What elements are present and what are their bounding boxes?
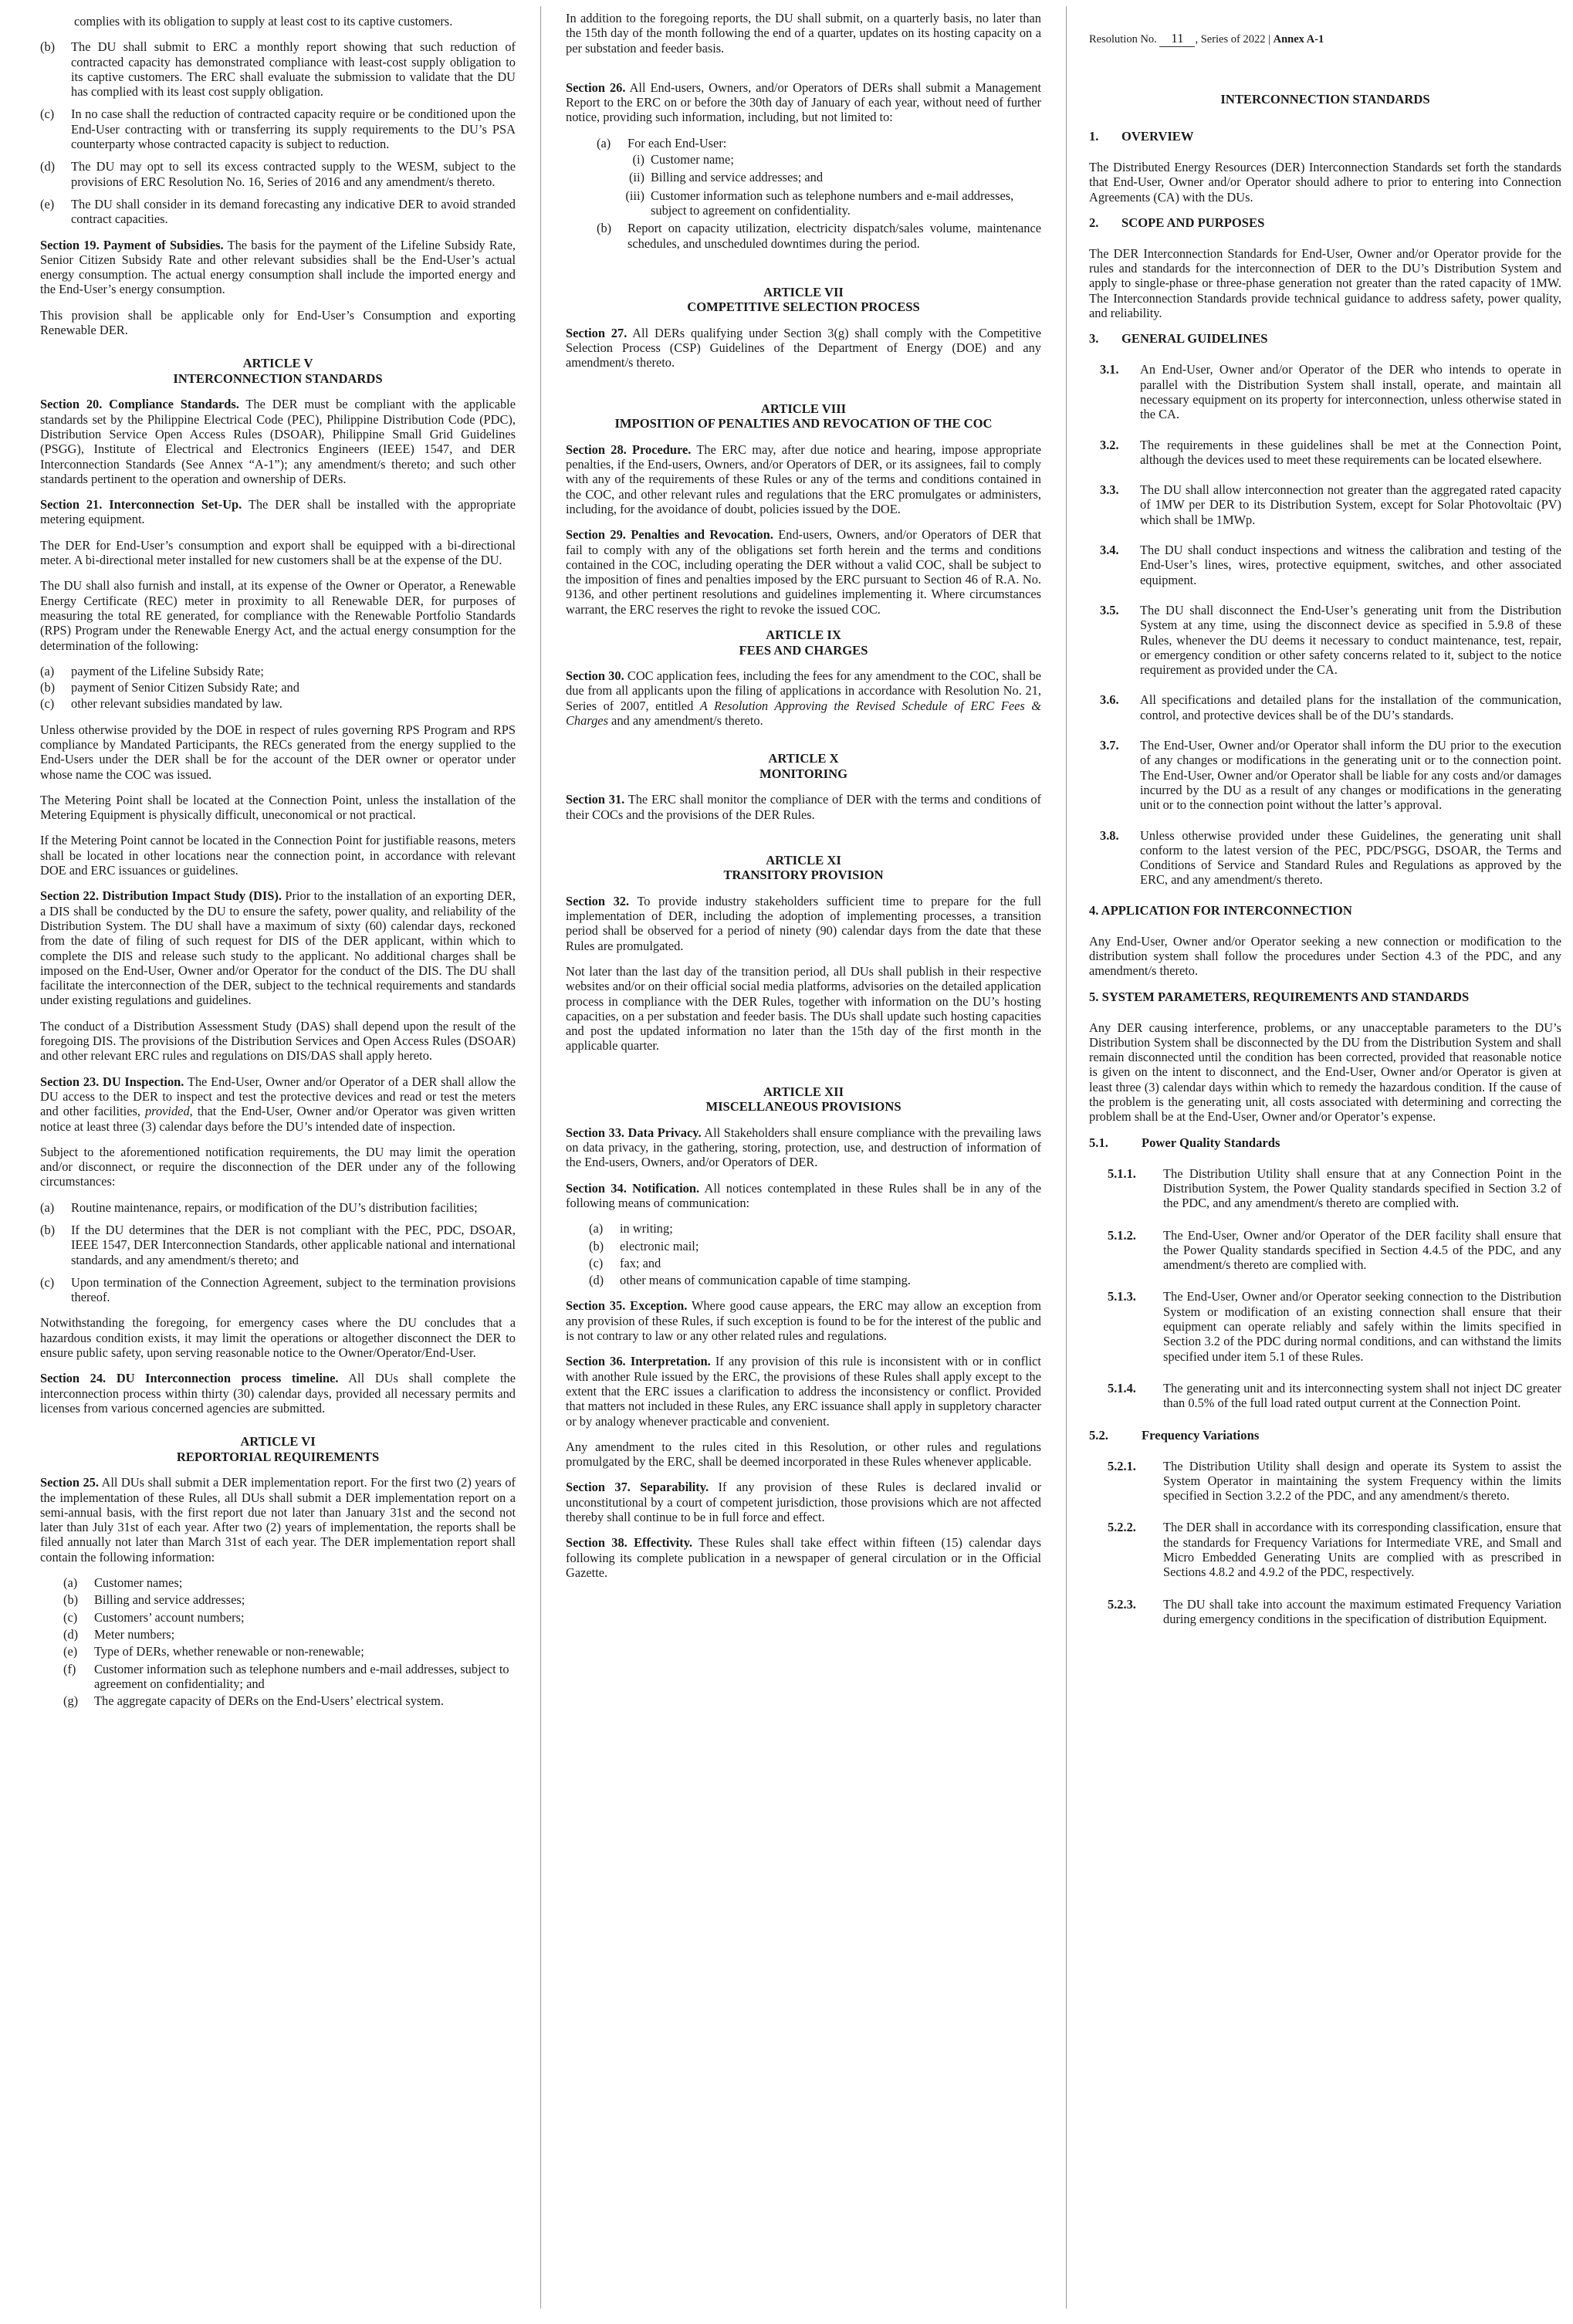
list-item-text: The generating unit and its interconnecting system shall not inject DC greater than 0.5% of the full load rated output current at the Connection Point. xyxy=(1163,1380,1561,1411)
section-19-body: The basis for the payment of the Lifeline Subsidy Rate, Senior Citizen Subsidy Rate and other relevant subsidies shall be the End-User’s actual energy consumption. The actual energy consumption shall include the imported energy and the End-User’s energy consumption. xyxy=(40,237,516,297)
heading-text: Power Quality Standards xyxy=(1142,1135,1280,1150)
list-item xyxy=(63,1693,516,1708)
section-23-body-italic: provided, xyxy=(144,1104,193,1119)
section-24-title: Section 24. DU Interconnection process timeline. xyxy=(40,1371,339,1386)
list-item xyxy=(1089,482,1561,527)
list-item xyxy=(1089,1381,1561,1411)
annex-label: Annex A-1 xyxy=(1273,33,1324,46)
list-item-label: (a) xyxy=(589,1221,604,1236)
section-21 xyxy=(40,497,516,527)
list-item xyxy=(1089,1459,1561,1504)
list-item xyxy=(40,197,516,227)
list-item xyxy=(1089,603,1561,677)
article-7-title: COMPETITIVE SELECTION PROCESS xyxy=(687,299,920,315)
column-middle xyxy=(566,11,1041,2324)
list-item-text: The DU shall take into account the maximum estimated Frequency Variation during emergency conditions in the specification of distribution Equipment. xyxy=(1163,1596,1561,1626)
list-item-text: Customer names; xyxy=(94,1575,183,1591)
list-item-text: The DU shall submit to ERC a monthly report showing that such reduction of contracted capacity has demonstrated compliance with least-cost supply obligation to its captive customers. The ERC shall evaluate the submission to validate that the DU has complied with its least cost supply obligation. xyxy=(71,39,516,100)
list-item-text: The End-User, Owner and/or Operator of the DER facility shall ensure that the Power Quality standards specified in Section 4.4.5 of the PDC, and any amendment/s thereto are complied with. xyxy=(1163,1227,1561,1273)
list-item-text: The Distribution Utility shall design and operate its System to assist the System Operator in maintaining the system Frequency within the limits specified in Section 3.2.2 of the PDC, and any amendment/s thereto. xyxy=(1163,1458,1561,1504)
list-item-text: The DU shall consider in its demand forecasting any indicative DER to avoid stranded contract capacities. xyxy=(71,196,516,227)
section-19-paragraph-2: This provision shall be applicable only for End-User’s Consumption and exporting Renewable DER. xyxy=(40,307,516,338)
article-10-title: MONITORING xyxy=(759,766,848,781)
list-item xyxy=(63,1627,516,1642)
list-item-label: (e) xyxy=(63,1644,78,1659)
list-item-label: 3.1. xyxy=(1100,362,1119,377)
heading-text: 5. SYSTEM PARAMETERS, REQUIREMENTS AND STANDARDS xyxy=(1089,989,1470,1004)
list-item xyxy=(1089,1289,1561,1363)
article-8-heading xyxy=(566,401,1041,431)
list-item-text: For each End-User: xyxy=(628,135,727,151)
list-item-label: 5.2.3. xyxy=(1108,1596,1136,1612)
list-item-label: (d) xyxy=(63,1626,79,1642)
list-item-label: (c) xyxy=(589,1255,604,1270)
list-item-label: 3.2. xyxy=(1100,437,1119,452)
section-35 xyxy=(566,1298,1041,1343)
section-36-title: Section 36. Interpretation. xyxy=(566,1354,711,1369)
list-item xyxy=(40,107,516,151)
section-26-title: Section 26. xyxy=(566,79,626,95)
article-6-number: ARTICLE VI xyxy=(240,1434,316,1450)
section-32 xyxy=(566,894,1041,953)
list-item xyxy=(597,221,1041,251)
list-item xyxy=(40,159,516,189)
list-item xyxy=(1089,1597,1561,1627)
list-item xyxy=(63,1644,516,1659)
quarterly-report-paragraph: In addition to the foregoing reports, the DU shall submit, on a quarterly basis, no later than the 15th day of the month following the end of a quarter, updates on its hosting capacity on a per substation and feeder basis. xyxy=(566,11,1041,56)
disconnection-circumstances-list xyxy=(40,1200,516,1305)
list-item-label: (b) xyxy=(40,39,56,55)
list-item-label: (c) xyxy=(40,1274,55,1290)
section-22 xyxy=(40,888,516,1007)
list-item xyxy=(1089,1228,1561,1273)
list-item-label: 5.1.1. xyxy=(1108,1165,1136,1181)
list-item-label: (b) xyxy=(63,1592,79,1608)
article-6-title: REPORTORIAL REQUIREMENTS xyxy=(176,1449,380,1464)
list-item-label: (d) xyxy=(40,159,56,174)
list-item-label: 3.8. xyxy=(1100,827,1119,843)
list-item-text: payment of Senior Citizen Subsidy Rate; and xyxy=(71,680,299,695)
list-item xyxy=(40,680,516,695)
article-9-title: FEES AND CHARGES xyxy=(739,642,868,658)
list-item xyxy=(1089,543,1561,587)
list-item xyxy=(63,1575,516,1590)
section-23-body-b: that the End-User, Owner and/or Operator was given written notice at least three (3) calendar days before the DU’s intended date of inspection. xyxy=(40,1104,516,1134)
section-32-paragraph-2: Not later than the last day of the transition period, all DUs shall publish in their respective websites and/or on their official social media platforms, advisories on the detailed application process in compliance with the DER Rules, together with information on the DU’s hosting capacities, on a per substation and feeder basis. The DUs shall update such hosting capacities and post the updated information no later than the 15th day of the first month in the applicable quarter. xyxy=(566,963,1041,1054)
general-guidelines-list xyxy=(1089,362,1561,887)
article-11-title: TRANSITORY PROVISION xyxy=(723,868,884,883)
list-item-label: (i) xyxy=(632,152,644,167)
subsidy-list xyxy=(40,664,516,712)
section-19-title: Section 19. Payment of Subsidies. xyxy=(40,237,224,252)
section-21-paragraph-6: If the Metering Point cannot be located in the Connection Point for justifiable reasons, meters shall be located in other locations near the connection point, in accordance with relevant DOE and ERC issuances or guidelines. xyxy=(40,833,516,878)
list-item xyxy=(1089,438,1561,468)
list-item xyxy=(618,188,1041,218)
list-item-text: All specifications and detailed plans for the installation of the communication, control, and protective devices shall be of the DU’s standards. xyxy=(1140,692,1561,722)
list-item-label: (b) xyxy=(40,1223,56,1237)
section-37-title: Section 37. Separability. xyxy=(566,1480,709,1495)
heading-number: 5.2. xyxy=(1089,1427,1108,1443)
list-item-text: Type of DERs, whether renewable or non-renewable; xyxy=(94,1644,364,1659)
section-37-body: If any provision of these Rules is declared invalid or unconstitutional by a court of competent jurisdiction, those provisions which are not affected thereby shall continue to be in full force and effect. xyxy=(566,1480,1042,1524)
list-item-label: (a) xyxy=(63,1575,78,1591)
list-item-label: (g) xyxy=(63,1693,79,1709)
section-38 xyxy=(566,1535,1041,1580)
heading-text: OVERVIEW xyxy=(1121,129,1194,144)
continued-paragraph: complies with its obligation to supply at least cost to its captive customers. xyxy=(74,14,453,29)
section-35-title: Section 35. Exception. xyxy=(566,1298,688,1314)
list-item-text: Customer name; xyxy=(651,152,734,167)
heading-scope xyxy=(1089,215,1561,231)
list-item xyxy=(40,1223,516,1267)
list-item xyxy=(1089,362,1561,421)
article-6-heading xyxy=(40,1434,516,1464)
section-21-paragraph-2: The DER for End-User’s consumption and export shall be equipped with a bi-directional meter. A bi-directional meter installed for new customers shall be at the expense of the DU. xyxy=(40,537,516,568)
section-33-title: Section 33. Data Privacy. xyxy=(566,1125,702,1140)
list-item-label: (c) xyxy=(63,1609,78,1625)
section-30 xyxy=(566,668,1041,728)
article-12-number: ARTICLE XII xyxy=(763,1084,844,1099)
list-item-label: 5.1.4. xyxy=(1108,1380,1136,1395)
list-item-text: Customer information such as telephone numbers and e-mail addresses, subject to agreement on confidentiality. xyxy=(651,188,1014,218)
section-34-title: Section 34. Notification. xyxy=(566,1180,700,1196)
list-item-label: 3.6. xyxy=(1100,692,1119,708)
list-item-label: (ii) xyxy=(628,170,644,185)
page-title: INTERCONNECTION STANDARDS xyxy=(1220,92,1430,107)
list-item-text: The DU shall conduct inspections and witness the calibration and testing of the End-User’s lines, wires, protective equipment, switches, and other associated equipment. xyxy=(1140,543,1561,587)
series-label: , Series of 2022 | xyxy=(1195,33,1274,46)
section-22-paragraph-2: The conduct of a Distribution Assessment Study (DAS) shall depend upon the result of the foregoing DIS. The provisions of the Distribution Services and Open Access Rules (DSOAR) and other relevant ERC rules and regulations on DIS/DAS shall apply hereto. xyxy=(40,1018,516,1064)
section-31 xyxy=(566,792,1041,822)
resolution-label: Resolution No. xyxy=(1089,33,1157,46)
section-21-paragraph-4: Unless otherwise provided by the DOE in respect of rules governing RPS Program and RPS compliance by Mandated Participants, the RECs generated from the energy supplied to the End-Users under the DER shall be for the account of the DER owner or operator under whose name the COC was issued. xyxy=(40,722,516,782)
power-quality-list xyxy=(1089,1166,1561,1411)
section-23-title: Section 23. DU Inspection. xyxy=(40,1074,184,1089)
list-item-text: The requirements in these guidelines shall be met at the Connection Point, although the devices used to meet these requirements can be located elsewhere. xyxy=(1140,437,1561,467)
list-item-text: Billing and service addresses; and xyxy=(651,170,824,185)
heading-frequency-variations xyxy=(1089,1428,1561,1443)
section-36 xyxy=(566,1354,1041,1428)
list-item-label: 3.4. xyxy=(1100,543,1119,558)
list-item-text: The DU shall allow interconnection not greater than the aggregated rated capacity of 1MW per DER to its Distribution System, except for Solar Photovoltaic (PV) which shall be 1MWp. xyxy=(1140,482,1561,527)
article-7-number: ARTICLE VII xyxy=(763,284,844,299)
article-5-heading xyxy=(40,356,516,386)
article-7-heading xyxy=(566,285,1041,315)
section-29-title: Section 29. Penalties and Revocation. xyxy=(566,527,773,543)
list-item-text: The End-User, Owner and/or Operator seeking connection to the Distribution System or modification of an existing connection shall ensure that their equipment can operate reliably and safely within the limits specified in Section 3.2 of the PDC during normal conditions, and can withstand the limits specified under item 5.1 of these Rules. xyxy=(1163,1289,1561,1364)
column-left xyxy=(40,14,516,2324)
section-32-title: Section 32. xyxy=(566,893,630,908)
list-item-text: other relevant subsidies mandated by law. xyxy=(71,696,282,712)
section-31-title: Section 31. xyxy=(566,792,625,807)
section-29-body: End-users, Owners, and/or Operators of DER that fail to comply with any of the obligations set forth herein and the terms and conditions contained in the COC, including operating the DER without a valid COC, shall be subject to the imposition of fines and penalties imposed by the ERC pursuant to Section 46 of R.A. No. 9136, and other pertinent resolutions and guidelines implementing it. Where circumstances warrant, the ERC reserves the right to revoke the issued COC. xyxy=(566,527,1041,617)
list-item-text: In no case shall the reduction of contracted capacity require or be conditioned upon the End-User contracting with or transferring its supply requirements to the DU’s PSA counterparty whose contracted capacity is subject to reduction. xyxy=(71,107,516,152)
list-item-text: If the DU determines that the DER is not compliant with the PEC, PDC, DSOAR, IEEE 1547, DER Interconnection Standards, other applicable national and international standards, and any amendment/s thereto; and xyxy=(71,1223,516,1267)
section-26-body: All End-users, Owners, and/or Operators of DERs shall submit a Management Report to the ERC on or before the 30th day of January of each year, without need of further notice, providing such information, including, but not limited to: xyxy=(566,79,1041,125)
list-item xyxy=(63,1662,516,1692)
resolution-number: 11 xyxy=(1159,31,1195,47)
overview-paragraph: The Distributed Energy Resources (DER) Interconnection Standards set forth the standards that End-User, Owner and/or Operator should adhere to prior to entering into Connection Agreements (CA) with the DUs. xyxy=(1089,160,1561,205)
section-33-body: All Stakeholders shall ensure compliance with the prevailing laws on data privacy, in the gathering, storing, protection, use, and destruction of information of the End-users, Owners, and/or Operators of DER. xyxy=(566,1125,1041,1170)
section-36-paragraph-2: Any amendment to the rules cited in this Resolution, or other rules and regulations promulgated by the ERC, shall be deemed incorporated in these Rules whenever applicable. xyxy=(566,1439,1041,1470)
list-item xyxy=(40,1275,516,1305)
list-item-label: 3.7. xyxy=(1100,738,1119,753)
section-20-title: Section 20. Compliance Standards. xyxy=(40,397,239,412)
list-item-label: (a) xyxy=(40,1199,55,1215)
list-item-text: Billing and service addresses; xyxy=(94,1592,245,1608)
column-divider-1 xyxy=(540,6,541,2309)
list-item-text: Routine maintenance, repairs, or modification of the DU’s distribution facilities; xyxy=(71,1199,478,1215)
heading-number: 2. xyxy=(1089,215,1099,230)
list-item-label: (b) xyxy=(589,1238,604,1253)
list-item xyxy=(40,39,516,99)
section-28-body: The ERC may, after due notice and hearing, impose appropriate penalties, if the End-users, Owners, and/or Operators of DER, or its assignees, fail to comply with any of the requirements of these Rules or any of the terms and conditions contained in the COC, and other relevant rules and regulations that the ERC promulgates or administers, including, for the avoidance of doubt, policies issued by the DOE. xyxy=(566,441,1041,516)
list-item-label: (b) xyxy=(597,221,612,236)
article-9-heading xyxy=(566,628,1041,658)
section-30-title: Section 30. xyxy=(566,668,624,684)
section-20-body: The DER must be compliant with the applicable standards set by the Philippine Electrical Code (PEC), Philippine Distribution Code (PDC), Distribution Service Open Access Rules (DSOAR), Philippine Small Grid Guidelines (PSGG), Institute of Electrical and Electronics Engineers (IEEE) 1547, and DER Interconnection Standards (See Annex “A-1”); any amendment/s thereto; and such other standards pertinent to the operation and ownership of DERs. xyxy=(40,397,516,486)
section-21-paragraph-3: The DU shall also furnish and install, at its expense of the Owner or Operator, a Renewable Energy Certificate (REC) meter in proximity to all Renewable DER, for purposes of measuring the total RE generated, for compliance with the Renewable Portfolio Standards (RPS) Program under the Renewable Energy Act, and the actual energy consumption for the determination of the following: xyxy=(40,578,516,653)
list-item-label: (c) xyxy=(40,107,55,122)
list-item xyxy=(1089,1166,1561,1211)
section-34-body: All notices contemplated in these Rules shall be in any of the following means of communication: xyxy=(566,1180,1041,1210)
heading-application xyxy=(1089,903,1561,918)
column-divider-2 xyxy=(1066,6,1067,2309)
list-item xyxy=(63,1592,516,1607)
section-23-body-a: The End-User, Owner and/or Operator of a DER shall allow the DU access to the DER to inspect and test the protective devices and read or test the meters and other facilities, xyxy=(40,1074,516,1119)
section-22-body: Prior to the installation of an exporting DER, a DIS shall be conducted by the DU to ensure the safety, power quality, and reliability of the Distribution System. The DU shall have a maximum of sixty (60) calendar days, reckoned from the date of filing of such request for DIS of the DER applicant, within which to complete the DIS and release such study to the applicant. No additional charges shall be imposed on the End-User, Owner and/or Operator for the conduct of the DIS. The DU shall facilitate the interconnection of the DER, subject to the technical requirements and standards under existing regulations and guidelines. xyxy=(40,888,516,1008)
heading-general-guidelines xyxy=(1089,331,1561,347)
article-10-number: ARTICLE X xyxy=(768,751,839,766)
list-item-text: The aggregate capacity of DERs on the End-Users’ electrical system. xyxy=(94,1693,444,1709)
list-item-text: The DU shall disconnect the End-User’s generating unit from the Distribution System at any time, using the disconnect device as specified in 5.9.8 of these Rules, whenever the DU deems it necessary to conduct maintenance, test, repair, or emergency condition or other safety concerns related to it, subject to the notice requirement as provided under the CA. xyxy=(1140,602,1561,678)
column-right xyxy=(1089,31,1561,2324)
section-23-paragraph-2: Subject to the aforementioned notification requirements, the DU may limit the operation and/or disconnect, or require the disconnection of the DER under any of the following circumstances: xyxy=(40,1144,516,1189)
scope-paragraph: The DER Interconnection Standards for End-User, Owner and/or Operator provide for the rules and standards for the interconnection of DER to the DU’s Distribution System and apply to single-phase or three-phase generation not greater than the rated capacity of 1MW. The Interconnection Standards provide technical guidance to address safety, power quality, and reliability. xyxy=(1089,245,1561,321)
list-item-label: 5.1.3. xyxy=(1108,1289,1136,1304)
article-11-heading xyxy=(566,853,1041,883)
list-item xyxy=(589,1221,1041,1236)
list-item xyxy=(1089,692,1561,722)
list-item-text: Unless otherwise provided under these Guidelines, the generating unit shall conform to the latest version of the PEC, PDC/PSGG, DSOAR, the Terms and Conditions of Service and Standard Rules and Regulations as approved by the ERC, and any amendment/s thereto. xyxy=(1140,827,1561,888)
section-26 xyxy=(566,80,1041,125)
article-12-heading xyxy=(566,1084,1041,1115)
article-11-number: ARTICLE XI xyxy=(766,852,841,868)
list-item-text: The Distribution Utility shall ensure that at any Connection Point in the Distribution System, the Power Quality standards specified in Section 3.2 of the PDC, and any amendment/s thereto are complied with. xyxy=(1163,1165,1561,1211)
section-35-body: Where good cause appears, the ERC may allow an exception from any provision of these Rules, if such exception is found to be for the interest of the public and is not contrary to law or any other related rules and regulations. xyxy=(566,1298,1041,1344)
section-38-title: Section 38. Effectivity. xyxy=(566,1535,693,1551)
article-12-title: MISCELLANEOUS PROVISIONS xyxy=(705,1099,902,1115)
section-30-body-b: and any amendment/s thereto. xyxy=(607,712,763,728)
section-38-body: These Rules shall take effect within fifteen (15) calendar days following its complete publication in a newspaper of general circulation or in the Official Gazette. xyxy=(566,1535,1041,1580)
application-paragraph: Any End-User, Owner and/or Operator seeking a new connection or modification to the distribution system shall follow the procedures under Section 4.3 of the PDC, and any amendment/s thereto. xyxy=(1089,933,1561,979)
list-item-text: electronic mail; xyxy=(620,1238,699,1253)
list-item xyxy=(40,696,516,711)
list-item xyxy=(618,170,1041,184)
list-item xyxy=(589,1256,1041,1270)
heading-power-quality xyxy=(1089,1135,1561,1151)
section-30-body-a: COC application fees, including the fees for any amendment to the COC, shall be due from all applicants upon the filing of applications in accordance with Resolution No. 21, Series of 2007, entitled xyxy=(566,668,1041,713)
section-31-body: The ERC shall monitor the compliance of DER with the terms and conditions of their COCs and the provisions of the DER Rules. xyxy=(566,792,1042,822)
list-item xyxy=(589,1239,1041,1253)
list-item-label: 5.2.1. xyxy=(1108,1458,1136,1473)
section-30-body-italic: A Resolution Approving the Revised Schedule of ERC Fees & Charges xyxy=(566,698,1041,728)
list-item xyxy=(618,152,1041,167)
list-item-label: (c) xyxy=(40,696,55,712)
article-10-heading xyxy=(566,751,1041,781)
list-item-text: in writing; xyxy=(620,1221,673,1236)
section-27-title: Section 27. xyxy=(566,325,628,340)
list-item-text: An End-User, Owner and/or Operator of the DER who intends to operate in parallel with the Distribution System shall install, operate, and maintain all necessary equipment on its property for interconnection, unless otherwise stated in the CA. xyxy=(1140,362,1561,422)
subsidy-conditions-list xyxy=(40,39,516,226)
list-item-text: Meter numbers; xyxy=(94,1626,175,1642)
list-item-label: 5.2.2. xyxy=(1108,1520,1136,1535)
section-23 xyxy=(40,1074,516,1134)
article-5-title: INTERCONNECTION STANDARDS xyxy=(173,370,383,386)
section-23-paragraph-3: Notwithstanding the foregoing, for emergency cases where the DU concludes that a hazardous condition exists, it may limit the operations or altogether disconnect the DER to ensure public safety, upon serving reasonable notice to the Owner/Operator/End-User. xyxy=(40,1315,516,1361)
list-item-text: The DER shall in accordance with its corresponding classification, ensure that the standards for Frequency Variations for Intermediate VRE, and Small and Micro Embedded Generating Units are complied with as prescribed in Sections 4.8.2 and 4.9.2 of the PDC, respectively. xyxy=(1163,1520,1561,1580)
article-8-title: IMPOSITION OF PENALTIES AND REVOCATION OF THE COC xyxy=(614,416,993,431)
list-item-label: 5.1.2. xyxy=(1108,1227,1136,1243)
article-9-number: ARTICLE IX xyxy=(766,628,841,643)
list-item-text: other means of communication capable of time stamping. xyxy=(620,1273,911,1288)
section-29 xyxy=(566,527,1041,617)
section-34 xyxy=(566,1181,1041,1211)
heading-text: Frequency Variations xyxy=(1142,1427,1260,1443)
list-item-text: Customers’ account numbers; xyxy=(94,1609,245,1625)
section-32-body: To provide industry stakeholders sufficient time to prepare for the full implementation of DER, including the adoption of implementing processes, a transition period shall be observed for a period of ninety (90) calendar days from the date that these Rules are promulgated. xyxy=(566,893,1041,953)
heading-overview xyxy=(1089,129,1561,144)
list-item-text: The End-User, Owner and/or Operator shall inform the DU prior to the execution of any changes or modifications in the generating unit or to the connection point. The End-User, Owner and/or Operator shall be liable for any costs and/or damages incurred by the DU as a result of any changes or modifications in the generating unit or to the connection point without the latter’s approval. xyxy=(1140,738,1561,813)
list-item xyxy=(597,136,1041,151)
annex-header xyxy=(1089,31,1561,47)
system-parameters-paragraph: Any DER causing interference, problems, or any unacceptable parameters to the DU’s Distribution System shall be disconnected by the DU from the Distribution System and shall remain disconnected until the condition has been corrected, provided that reasonable notice is given on the intent to disconnect, and the End-User, Owner and/or Operator is given at least three (3) calendar days within which to remedy the hazardous condition. If the cause of the problem is the generating unit, all costs associated with determining and correcting the problem shall be at the End-User, Owner and/or Operator’s expense. xyxy=(1089,1020,1561,1125)
list-item xyxy=(40,1200,516,1215)
list-item-label: 3.3. xyxy=(1100,482,1119,498)
section-37 xyxy=(566,1480,1041,1524)
communication-means-list xyxy=(566,1221,1041,1287)
section-33 xyxy=(566,1125,1041,1170)
section-24-body: All DUs shall complete the interconnection process within thirty (30) calendar days, provided all necessary permits and licenses from various concerned agencies are submitted. xyxy=(40,1371,516,1416)
list-item-text: Customer information such as telephone numbers and e-mail addresses, subject to agreement on confidentiality; and xyxy=(94,1661,509,1691)
heading-number: 3. xyxy=(1089,331,1099,347)
section-27 xyxy=(566,326,1041,370)
list-item xyxy=(1089,738,1561,812)
list-item xyxy=(1089,828,1561,888)
report-contents-list xyxy=(40,1575,516,1708)
section-25 xyxy=(40,1475,516,1565)
heading-number: 5.1. xyxy=(1089,1135,1108,1150)
list-item-label: (b) xyxy=(40,680,56,695)
list-item-label: (a) xyxy=(40,663,55,678)
list-item-text: Report on capacity utilization, electricity dispatch/sales volume, maintenance schedules, and unscheduled downtimes during the period. xyxy=(628,221,1041,251)
list-item-text: Upon termination of the Connection Agreement, subject to the termination provisions thereof. xyxy=(71,1274,516,1305)
article-5-number: ARTICLE V xyxy=(242,356,313,371)
section-27-body: All DERs qualifying under Section 3(g) shall comply with the Competitive Selection Process (CSP) Guidelines of the Department of Energy (DOE) and any amendment/s thereto. xyxy=(566,325,1041,370)
section-25-title: Section 25. xyxy=(40,1475,99,1490)
end-user-info-list xyxy=(566,152,1041,218)
list-item-text: payment of the Lifeline Subsidy Rate; xyxy=(71,663,264,678)
article-8-number: ARTICLE VIII xyxy=(760,401,847,416)
section-28 xyxy=(566,442,1041,516)
heading-text: GENERAL GUIDELINES xyxy=(1121,331,1268,347)
section-21-paragraph-5: The Metering Point shall be located at the Connection Point, unless the installation of the Metering Equipment is physically difficult, uneconomical or not practical. xyxy=(40,792,516,823)
heading-system-parameters xyxy=(1089,989,1561,1005)
list-item-label: (iii) xyxy=(625,188,644,203)
list-item xyxy=(589,1273,1041,1287)
heading-number: 1. xyxy=(1089,129,1099,144)
section-24 xyxy=(40,1371,516,1416)
list-item-text: The DU may opt to sell its excess contracted supply to the WESM, subject to the provisions of ERC Resolution No. 16, Series of 2016 and any amendment/s thereto. xyxy=(71,159,516,189)
section-19 xyxy=(40,238,516,297)
section-20 xyxy=(40,397,516,486)
section-25-body: All DUs shall submit a DER implementation report. For the first two (2) years of the implementation of these Rules, all DUs shall submit a DER implementation report on a semi-annual basis, with the first report due not later than January 31st and the second not later than July 31st of each year. After two (2) years of implementation, the reports shall be filed annually not later than March 31st of each year. The DER implementation report shall contain the following information: xyxy=(40,1475,516,1565)
section-36-body: If any provision of this rule is inconsistent with or in conflict with another Rule issued by the ERC, the provisions of these Rules shall apply except to the extent that the ERC issues a clarification to address the inconsistency or conflict. Provided that matters not included in these Rules, any ERC issuance shall apply in suppletory character or by analogy whenever practicable and convenient. xyxy=(566,1354,1041,1429)
frequency-variations-list xyxy=(1089,1459,1561,1627)
section-21-body: The DER shall be installed with the appropriate metering equipment. xyxy=(40,497,516,527)
section-22-title: Section 22. Distribution Impact Study (DIS). xyxy=(40,888,282,904)
list-item xyxy=(1089,1520,1561,1579)
section-28-title: Section 28. Procedure. xyxy=(566,441,692,457)
list-item xyxy=(63,1610,516,1625)
list-item-label: (d) xyxy=(589,1273,604,1288)
heading-text: SCOPE AND PURPOSES xyxy=(1121,215,1265,230)
list-item-text: fax; and xyxy=(620,1255,661,1270)
list-item xyxy=(40,664,516,678)
list-item-label: (e) xyxy=(40,196,55,211)
list-item-label: 3.5. xyxy=(1100,602,1119,617)
heading-text: 4. APPLICATION FOR INTERCONNECTION xyxy=(1089,902,1352,918)
list-item-label: (f) xyxy=(63,1661,76,1676)
list-item-label: (a) xyxy=(597,135,611,151)
section-21-title: Section 21. Interconnection Set-Up. xyxy=(40,497,242,512)
